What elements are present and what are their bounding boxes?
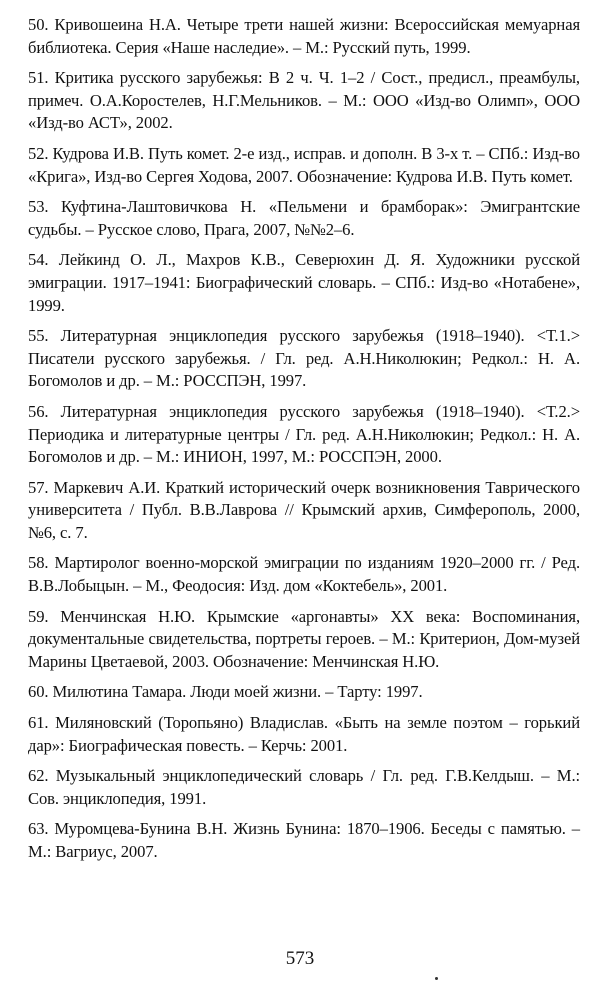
bibliography-entry: 59. Менчинская Н.Ю. Крымские «аргонавты» XX века: Воспоминания, документальные свидетельства, портреты героев. – М.: Критерион, Дом-музей Марины Цветаевой, 2003. Обозначение: Менчинская Н.Ю. [28, 606, 580, 671]
bibliography-entry: 62. Музыкальный энциклопедический словарь / Гл. ред. Г.В.Келдыш. – М.: Сов. энциклопедия, 1991. [28, 766, 580, 808]
bibliography-entry: 54. Лейкинд О. Л., Махров К.В., Северюхин Д. Я. Художники русской эмиграции. 1917–1941: Биографический словарь. – СПб.: Изд-во «Нотабене», 1999. [28, 250, 580, 315]
bibliography-entry: 52. Кудрова И.В. Путь комет. 2-е изд., исправ. и дополн. В 3-х т. – СПб.: Изд-во «Крига», Изд-во Сергея Ходова, 2007. Обозначение: Кудрова И.В. Путь комет. [28, 143, 580, 186]
page-number: 573 [285, 948, 315, 969]
bibliography-entry: 56. Литературная энциклопедия русского зарубежья (1918–1940). <Т.2.> Периодика и литературные центры / Гл. ред. А.Н.Николюкин; Редкол.: Н. А. Богомолов и др. – М.: ИНИОН, 1997, М.: РОССПЭН, 2000. [28, 401, 580, 467]
bibliography-entry: 58. Мартиролог военно-морской эмиграции по изданиям 1920–2000 гг. / Ред. В.В.Лобыцын. – М., Феодосия: Изд. дом «Коктебель», 2001. [28, 553, 580, 596]
bibliography-entry: 63. Муромцева-Бунина В.Н. Жизнь Бунина: 1870–1906. Беседы с памятью. – М.: Вагриус, 2007. [28, 819, 580, 861]
bibliography-entry: 60. Милютина Тамара. Люди моей жизни. – Тарту: 1997. [28, 682, 423, 702]
bibliography-entry: 55. Литературная энциклопедия русского зарубежья (1918–1940). <Т.1.> Писатели русского зарубежья. / Гл. ред. А.Н.Николюкин; Редкол.: Н. А. Богомолов и др. – М.: РОССПЭН, 1997. [28, 326, 580, 391]
bibliography-entry: 53. Куфтина-Лаштовичкова Н. «Пельмени и брамборак»: Эмигрантские судьбы. – Русское слово, Прага, 2007, №№2–6. [28, 197, 580, 239]
bibliography-entry: 50. Кривошеина Н.А. Четыре трети нашей жизни: Всероссийская мемуарная библиотека. Серия «Наше наследие». – М.: Русский путь, 1999. [28, 15, 580, 57]
bibliography-entry: 51. Критика русского зарубежья: В 2 ч. Ч. 1–2 / Сост., предисл., преамбулы, примеч. О.А.Коростелев, Н.Г.Мельников. – М.: ООО «Изд-во Олимп», ООО «Изд-во АСТ», 2002. [28, 68, 580, 133]
bibliography-entry: 57. Маркевич А.И. Краткий исторический очерк возникновения Таврического университета / Публ. В.В.Лаврова // Крымский архив, Симферополь, 2000, №6, с. 7. [28, 477, 580, 542]
bibliography-entry: 61. Миляновский (Торопьяно) Владислав. «Быть на земле поэтом – горький дар»: Биографическая повесть. – Керчь: 2001. [28, 713, 580, 755]
bibliography-list [28, 14, 580, 872]
print-speck [435, 977, 438, 980]
